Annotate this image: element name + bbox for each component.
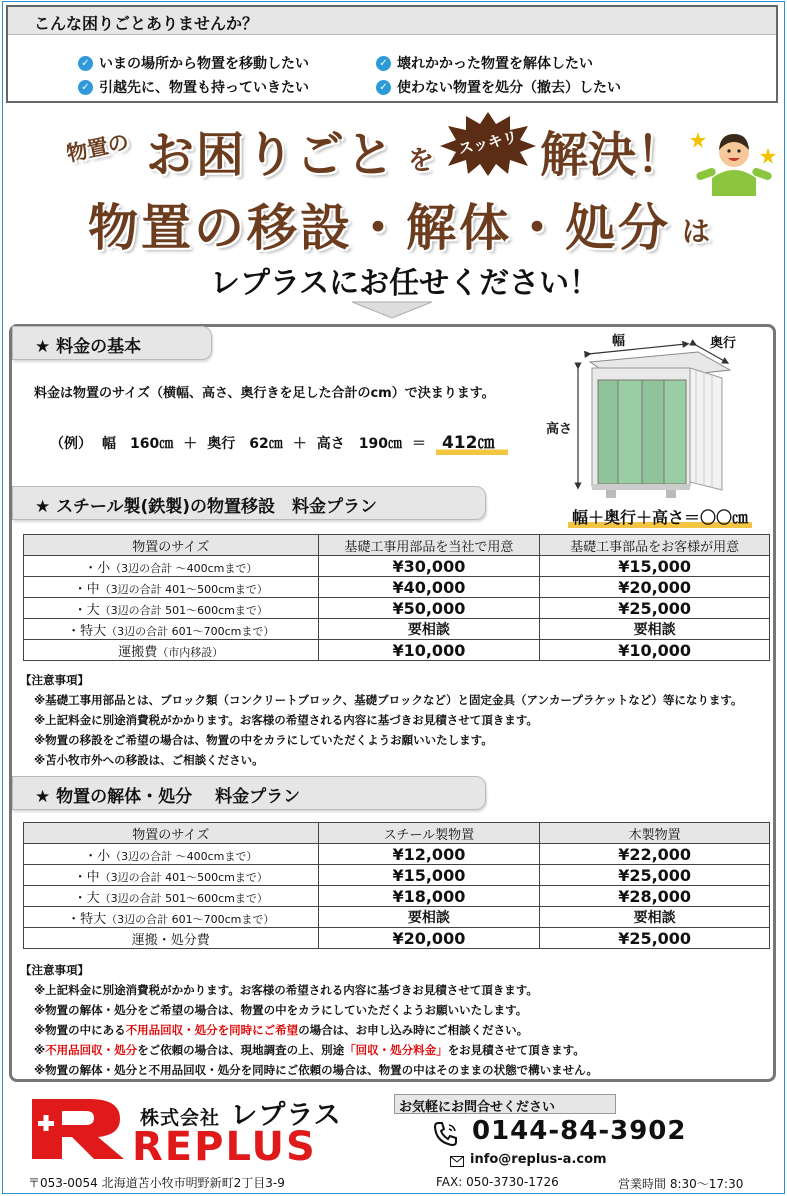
note-highlight: 不用品回収・処分を同時にご希望 xyxy=(125,1023,299,1037)
company-prefix: 株式会社 xyxy=(140,1107,221,1129)
size-cell xyxy=(24,640,319,661)
note-line xyxy=(34,1020,598,1040)
hero-particle: を xyxy=(408,146,435,176)
price-cell: ¥18,000 xyxy=(318,886,540,907)
column-header: 基礎工事部品をお客様が用意 xyxy=(540,535,770,556)
hero-small-text: 物置の xyxy=(64,129,132,167)
contact-banner: お気軽にお問合せください xyxy=(394,1094,616,1114)
note-highlight: 不用品回収・処分 xyxy=(45,1043,138,1057)
size-name: ・小 xyxy=(84,560,111,576)
size-name: ・特大 xyxy=(67,623,107,639)
price-cell: 要相談 xyxy=(318,619,540,640)
company-address: 〒053-0054 北海道苫小牧市明野新町2丁目3-9 xyxy=(28,1176,285,1190)
size-cell xyxy=(24,844,319,865)
plus-sign: ＋ xyxy=(183,436,198,452)
trouble-item xyxy=(78,77,309,97)
trouble-item-text: 壊れかかった物置を解体したい xyxy=(397,56,593,72)
price-cell: ¥20,000 xyxy=(540,577,770,598)
size-spec: （3辺の合計 ～400cmまで） xyxy=(110,849,258,863)
business-hours: 営業時間 8:30～17:30 xyxy=(618,1177,744,1191)
table-row xyxy=(24,928,770,949)
trouble-heading: こんな困りごとありませんか？ xyxy=(8,7,776,35)
plus-sign: ＋ xyxy=(292,436,307,452)
notes-heading: 【注意事項】 xyxy=(20,673,89,687)
checkmark-circle-icon: ✓ xyxy=(78,80,93,95)
steel-notes xyxy=(20,670,743,770)
size-cell xyxy=(24,886,319,907)
size-cell xyxy=(24,928,319,949)
table-row xyxy=(24,886,770,907)
hero-headline-2: 物置の移設・解体・処分 xyxy=(88,199,671,257)
price-cell: ¥50,000 xyxy=(318,598,540,619)
column-header: 木製物置 xyxy=(540,823,770,844)
hero-particle-ha: は xyxy=(682,215,711,248)
size-name: ・小 xyxy=(84,848,111,864)
price-cell: ¥15,000 xyxy=(540,556,770,577)
note-line: ※物置の移設をご希望の場合は、物置の中をカラにしていただくようお願いいたします。 xyxy=(34,733,493,747)
price-cell: ¥28,000 xyxy=(540,886,770,907)
note-line: ※上記料金に別途消費税がかかります。お客様の希望される内容に基づきお見積させて頂きます。 xyxy=(34,713,538,727)
replus-logo-icon xyxy=(28,1095,128,1161)
trouble-item-text: いまの場所から物置を移動したい xyxy=(99,56,309,72)
size-cell xyxy=(24,556,319,577)
note-text: ※物置の中にある xyxy=(34,1023,126,1037)
size-name: ・中 xyxy=(73,581,100,597)
note-line: ※苫小牧市外への移設は、ご相談ください。 xyxy=(34,753,264,767)
table-header-row xyxy=(24,823,770,844)
hero-subheadline: レプラスにお任せください！ xyxy=(210,266,600,301)
basic-pricing-tab: ★ 料金の基本 xyxy=(12,326,212,360)
price-cell: 要相談 xyxy=(540,907,770,928)
mail-icon xyxy=(450,1156,464,1167)
size-spec: （3辺の合計 401～500cmまで） xyxy=(99,582,268,596)
note-text: をお見積させて頂きます。 xyxy=(447,1043,585,1057)
checkmark-circle-icon: ✓ xyxy=(376,56,391,71)
size-name: ・大 xyxy=(73,890,100,906)
note-text: をご依頼の場合は、現地調査の上、別途 xyxy=(137,1043,345,1057)
size-spec: （3辺の合計 601～700cmまで） xyxy=(106,624,275,638)
size-name: ・大 xyxy=(73,602,100,618)
brand-wordmark: REPLUS xyxy=(132,1124,317,1170)
size-name: 運搬・処分費 xyxy=(131,932,210,948)
size-spec: （市内移設） xyxy=(157,645,224,659)
dispose-price-table xyxy=(23,822,770,949)
shed-formula: 幅＋奥行＋高さ＝〇〇㎝ xyxy=(568,505,752,528)
size-cell xyxy=(24,907,319,928)
table-row xyxy=(24,598,770,619)
size-name: ・特大 xyxy=(67,911,107,927)
note-line xyxy=(34,1040,598,1060)
email-link[interactable]: info@replus-a.com xyxy=(470,1152,607,1167)
fax-number: FAX: 050-3730-1726 xyxy=(436,1175,559,1189)
table-row xyxy=(24,640,770,661)
table-row xyxy=(24,865,770,886)
size-spec: （3辺の合計 601～700cmまで） xyxy=(106,912,275,926)
example-calculation xyxy=(50,428,508,455)
trouble-item xyxy=(78,53,309,73)
down-arrow-icon xyxy=(352,300,432,320)
price-cell: ¥15,000 xyxy=(318,865,540,886)
column-header: スチール製物置 xyxy=(318,823,540,844)
trouble-item xyxy=(376,53,593,73)
hero-headline-1: お困りごと xyxy=(146,127,397,183)
notes-heading: 【注意事項】 xyxy=(20,963,89,977)
price-cell: ¥10,000 xyxy=(318,640,540,661)
example-height: 高さ 190㎝ xyxy=(316,436,402,452)
phone-icon xyxy=(432,1120,460,1148)
column-header: 基礎工事用部品を当社で用意 xyxy=(318,535,540,556)
price-cell: ¥40,000 xyxy=(318,577,540,598)
price-cell: ¥10,000 xyxy=(540,640,770,661)
storage-shed-illustration xyxy=(546,324,768,506)
happy-man-icon xyxy=(690,118,778,196)
note-text: の場合は、お申し込み時にご相談ください。 xyxy=(298,1023,529,1037)
note-line: ※物置の解体・処分と不用品回収・処分を同時にご依頼の場合は、物置の中はそのままの状態で構いません。 xyxy=(34,1063,598,1077)
price-cell: ¥30,000 xyxy=(318,556,540,577)
size-cell xyxy=(24,865,319,886)
trouble-item-text: 引越先に、物置も持っていきたい xyxy=(99,80,309,96)
size-name: 運搬費 xyxy=(118,644,158,660)
note-line: ※物置の解体・処分をご希望の場合は、物置の中をカラにしていただくようお願いいたします。 xyxy=(34,1003,528,1017)
dispose-plan-tab: ★ 物置の解体・処分 料金プラン xyxy=(12,776,486,810)
table-row xyxy=(24,619,770,640)
checkmark-circle-icon: ✓ xyxy=(78,56,93,71)
size-spec: （3辺の合計 501～600cmまで） xyxy=(99,603,268,617)
size-spec: （3辺の合計 501～600cmまで） xyxy=(99,891,268,905)
steel-price-table xyxy=(23,534,770,661)
hero-kaiketsu: 解決！ xyxy=(540,127,685,183)
table-row xyxy=(24,844,770,865)
shed-height-label: 高さ xyxy=(546,422,573,437)
table-row xyxy=(24,577,770,598)
price-cell: 要相談 xyxy=(540,619,770,640)
price-cell: ¥22,000 xyxy=(540,844,770,865)
note-highlight: 「回収・処分料金」 xyxy=(344,1043,448,1057)
sukkiri-label: スッキリ xyxy=(456,127,520,159)
size-spec: （3辺の合計 401～500cmまで） xyxy=(99,870,268,884)
price-cell: ¥25,000 xyxy=(540,928,770,949)
trouble-box xyxy=(6,5,778,103)
example-width: 幅 160㎝ xyxy=(102,436,174,452)
shed-width-label: 幅 xyxy=(612,334,626,349)
checkmark-circle-icon: ✓ xyxy=(376,80,391,95)
price-cell: ¥25,000 xyxy=(540,598,770,619)
price-cell: ¥12,000 xyxy=(318,844,540,865)
phone-number-link[interactable]: 0144-84-3902 xyxy=(472,1116,687,1146)
table-row xyxy=(24,556,770,577)
example-depth: 奥行 62㎝ xyxy=(207,436,283,452)
steel-plan-tab: ★ スチール製(鉄製)の物置移設 料金プラン xyxy=(12,486,486,520)
example-label: （例） xyxy=(50,436,92,452)
note-text: ※ xyxy=(34,1043,46,1057)
company-name-text: レプラス xyxy=(230,1100,342,1131)
size-name: ・中 xyxy=(73,869,100,885)
price-cell: ¥20,000 xyxy=(318,928,540,949)
note-line: ※基礎工事用部品とは、ブロック類（コンクリートブロック、基礎ブロックなど）と固定金具（アンカープラケットなど）等になります。 xyxy=(34,693,743,707)
shed-depth-label: 奥行 xyxy=(710,336,737,351)
size-cell xyxy=(24,619,319,640)
size-spec: （3辺の合計 ～400cmまで） xyxy=(110,561,258,575)
size-cell xyxy=(24,598,319,619)
column-header: 物置のサイズ xyxy=(24,535,319,556)
equals-sign: ＝ xyxy=(411,436,426,452)
trouble-item-text: 使わない物置を処分（撤去）したい xyxy=(397,80,621,96)
trouble-item xyxy=(376,77,621,97)
price-cell: ¥25,000 xyxy=(540,865,770,886)
table-row xyxy=(24,907,770,928)
example-result: 412㎝ xyxy=(436,428,509,455)
size-cell xyxy=(24,577,319,598)
basic-description: 料金は物置のサイズ（横幅、高さ、奥行きを足した合計のcm）で決まります。 xyxy=(34,386,495,401)
table-header-row xyxy=(24,535,770,556)
column-header: 物置のサイズ xyxy=(24,823,319,844)
note-line: ※上記料金に別途消費税がかかります。お客様の希望される内容に基づきお見積させて頂きます。 xyxy=(34,983,538,997)
price-cell: 要相談 xyxy=(318,907,540,928)
dispose-notes xyxy=(20,960,598,1080)
